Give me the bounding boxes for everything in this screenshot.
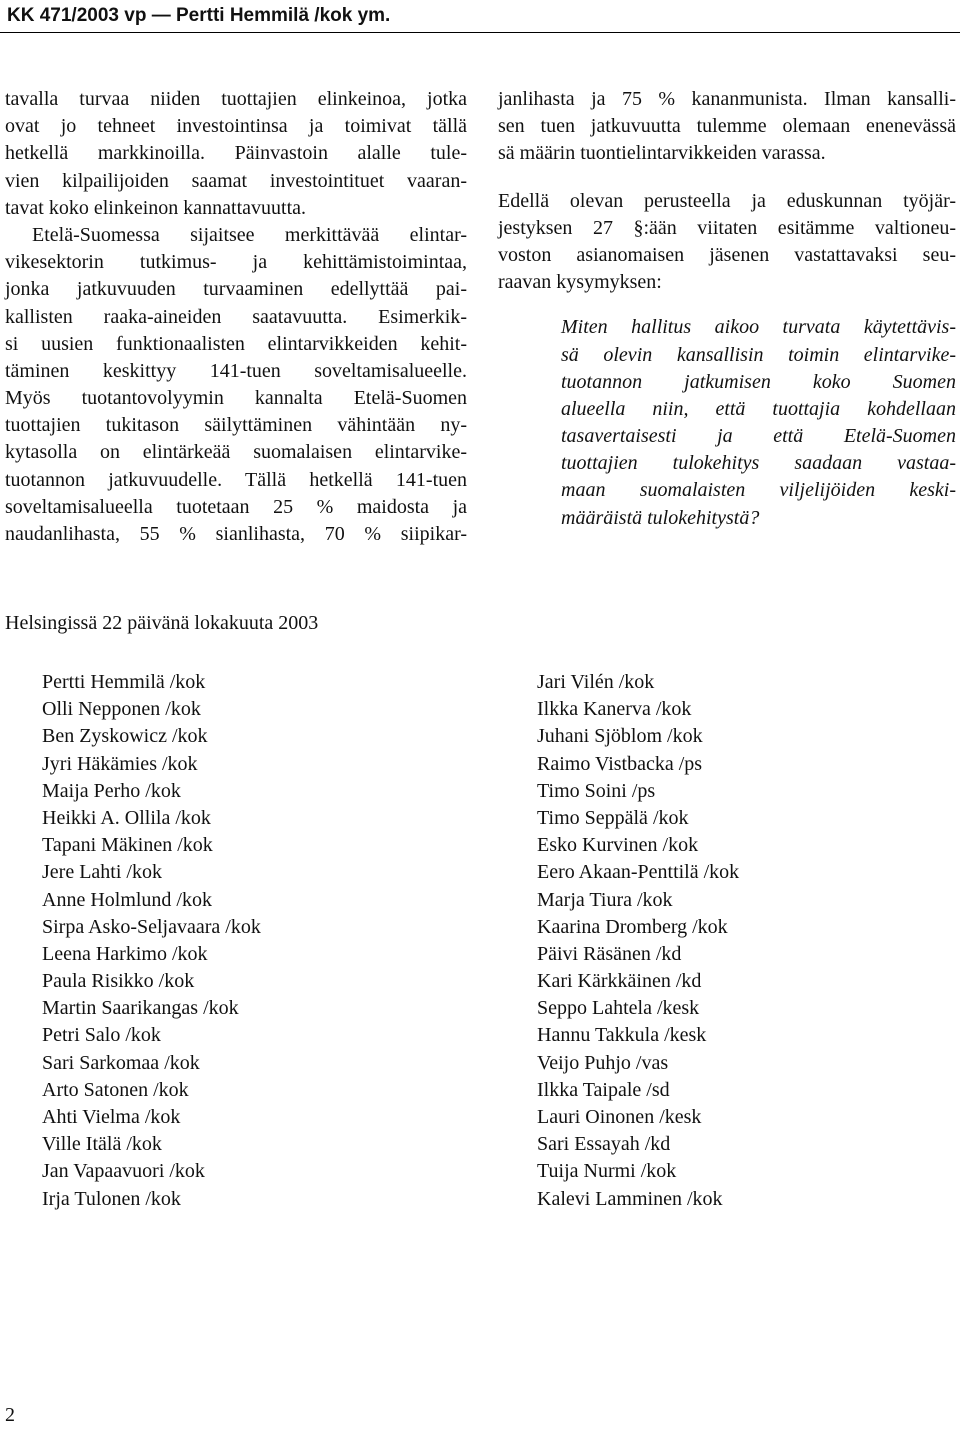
question-line: määräistä tulokehitystä? (561, 506, 760, 529)
signature-item: Esko Kurvinen /kok (537, 834, 699, 857)
question-line: tasavertaisesti ja että Etelä-Suomen (561, 425, 956, 448)
signature-item: Ilkka Taipale /sd (537, 1078, 670, 1101)
signature-item: Lauri Oinonen /kesk (537, 1106, 702, 1128)
text-line: Myös tuotantovolyymin kannalta Etelä-Suomen (5, 387, 467, 410)
text-line: raavan kysymyksen: (498, 271, 662, 294)
text-line: hetkellä markkinoilla. Päinvastoin alalle tule- (5, 142, 467, 165)
text-line: si uusien funktionaalisten elintarvikkeiden kehit- (5, 332, 467, 355)
text-line: janlihasta ja 75 % kananmunista. Ilman kansalli- (498, 88, 956, 110)
text-line: sen tuen jatkuvuutta tulemme olemaan enenevässä (498, 115, 956, 138)
signature-item: Marja Tiura /kok (537, 888, 673, 911)
signature-item: Tuija Nurmi /kok (537, 1160, 677, 1183)
signature-item: Martin Saarikangas /kok (42, 997, 239, 1020)
signature-item: Raimo Vistbacka /ps (537, 752, 703, 775)
signature-item: Pertti Hemmilä /kok (42, 671, 206, 693)
text-line: tavalla turvaa niiden tuottajien elinkeinoa, jotka (5, 88, 467, 110)
question-block (561, 314, 956, 532)
text-line: Edellä olevan perusteella ja eduskunnan työjär- (498, 189, 956, 212)
signature-item: Ilkka Kanerva /kok (537, 698, 692, 721)
signature-item: Ben Zyskowicz /kok (42, 725, 208, 748)
signature-item: Hannu Takkula /kesk (537, 1024, 707, 1047)
text-line: naudanlihasta, 55 % sianlihasta, 70 % siipikar- (5, 523, 467, 545)
text-line: tuottajien tukitason säilyttäminen vähintään ny- (5, 414, 467, 437)
signature-item: Irja Tulonen /kok (42, 1187, 181, 1210)
text-line: Etelä-Suomessa sijaitsee merkittävää elintar- (32, 223, 467, 246)
signature-item: Veijo Puhjo /vas (537, 1051, 669, 1074)
right-text-column (498, 86, 956, 532)
signature-item: Timo Seppälä /kok (537, 806, 689, 829)
signature-item: Ahti Vielma /kok (42, 1106, 181, 1128)
text-line: tavat koko elinkeinon kannattavuutta. (5, 196, 307, 219)
text-line: vien kilpailijoiden saamat investointituet vaaran- (5, 169, 467, 192)
text-line: vikesektorin tutkimus- ja kehittämistoimintaa, (5, 251, 467, 274)
question-line: Miten hallitus aikoo turvata käytettävis- (561, 316, 956, 339)
signature-item: Eero Akaan-Penttilä /kok (537, 861, 740, 884)
signature-item: Kaarina Dromberg /kok (537, 915, 728, 938)
paragraph-gap (498, 168, 956, 188)
question-line: alueella niin, että tuottajia kohdellaan (561, 397, 956, 420)
signature-item: Timo Soini /ps (537, 779, 656, 802)
text-line: ovat jo tehneet investointinsa ja toimivat tällä (5, 115, 467, 138)
signature-item: Sari Sarkomaa /kok (42, 1051, 200, 1074)
signature-item: Päivi Räsänen /kd (537, 942, 682, 965)
signature-item: Seppo Lahtela /kesk (537, 997, 700, 1020)
signature-item: Sari Essayah /kd (537, 1133, 671, 1156)
text-line: kytasolla on elintärkeää suomalaisen elintarvike- (5, 441, 467, 464)
signature-item: Petri Salo /kok (42, 1024, 161, 1047)
left-text-column (5, 86, 467, 548)
text-line: jestyksen 27 §:ään viitaten esitämme valtioneu- (498, 216, 956, 239)
question-line: maan suomalaisten viljelijöiden keski- (561, 479, 956, 502)
signature-item: Olli Nepponen /kok (42, 698, 201, 721)
signature-item: Juhani Sjöblom /kok (537, 725, 703, 748)
date-line: Helsingissä 22 päivänä lokakuuta 2003 (5, 612, 319, 634)
signature-item: Kari Kärkkäinen /kd (537, 970, 702, 993)
header-divider (0, 32, 960, 33)
signature-item: Maija Perho /kok (42, 779, 181, 802)
signatures-right-list (537, 669, 739, 1213)
text-line: jonka jatkuvuuden turvaaminen edellyttää pai- (5, 278, 467, 301)
signature-item: Sirpa Asko-Seljavaara /kok (42, 915, 261, 938)
signatures-left-list (42, 669, 261, 1213)
text-line: sä määrin tuontielintarvikkeiden varassa. (498, 142, 826, 165)
signature-item: Jere Lahti /kok (42, 861, 162, 884)
signature-item: Kalevi Lamminen /kok (537, 1187, 723, 1210)
text-line: soveltamisalueella tuotetaan 25 % maidosta ja (5, 495, 467, 518)
signature-item: Paula Risikko /kok (42, 970, 195, 993)
text-line: tuotannon jatkuvuudelle. Tällä hetkellä 141-tuen (5, 468, 467, 491)
page-number: 2 (5, 1404, 15, 1426)
signature-item: Jari Vilén /kok (537, 671, 655, 693)
text-line: voston asianomaisen jäsenen vastattavaksi seu- (498, 243, 956, 266)
text-line: täminen keskittyy 141-tuen soveltamisalueelle. (5, 359, 467, 382)
signature-item: Tapani Mäkinen /kok (42, 834, 213, 857)
signature-item: Heikki A. Ollila /kok (42, 806, 211, 829)
signature-item: Ville Itälä /kok (42, 1133, 162, 1156)
signature-item: Leena Harkimo /kok (42, 942, 208, 965)
question-line: tuottajien tulokehitys saadaan vastaa- (561, 452, 956, 475)
signature-item: Anne Holmlund /kok (42, 888, 212, 911)
page-header: KK 471/2003 vp — Pertti Hemmilä /kok ym. (7, 5, 391, 26)
signature-item: Jan Vapaavuori /kok (42, 1160, 205, 1183)
text-line: kallisten raaka-aineiden saatavuutta. Esimerkik- (5, 305, 467, 328)
question-line: sä olevin kansallisin toimin elintarvike- (561, 343, 956, 366)
signature-item: Jyri Häkämies /kok (42, 752, 198, 775)
question-line: tuotannon jatkumisen koko Suomen (561, 370, 956, 393)
signature-item: Arto Satonen /kok (42, 1078, 189, 1101)
